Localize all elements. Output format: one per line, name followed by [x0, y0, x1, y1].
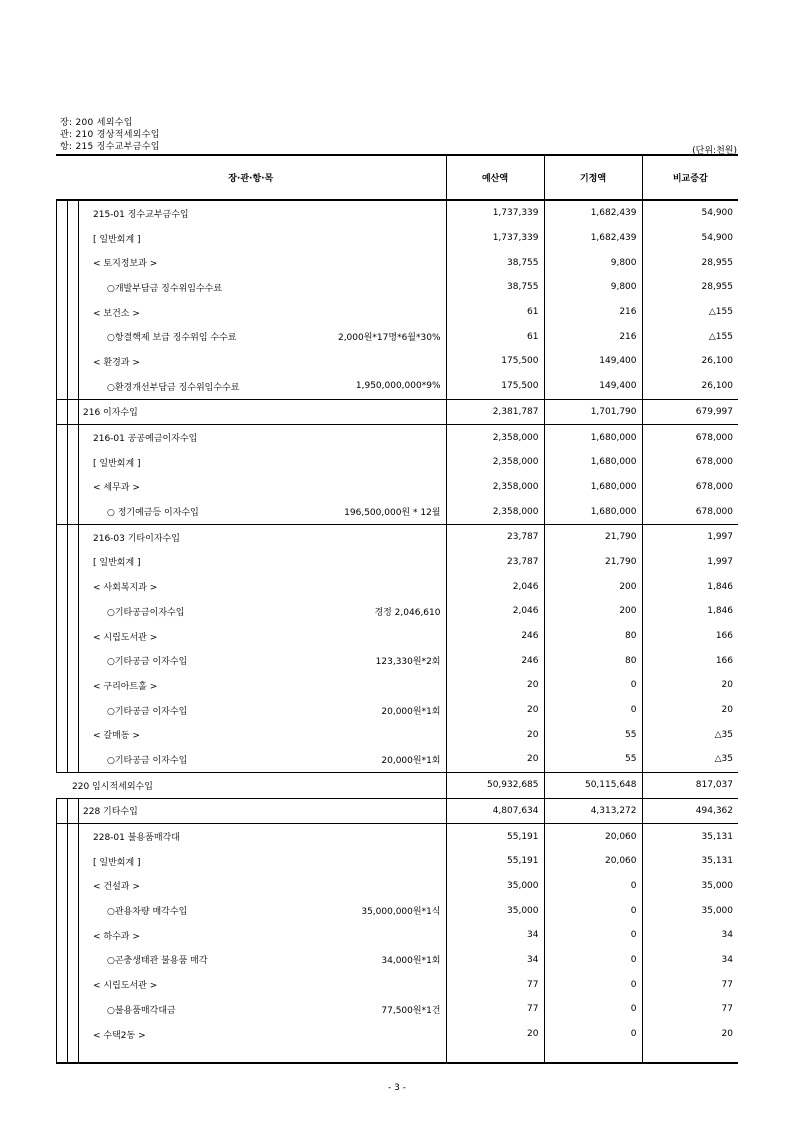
item-label: < 시립도서관 > [93, 981, 158, 992]
difference-amount: 77 [642, 972, 738, 997]
previous-amount: 50,115,648 [544, 772, 642, 798]
item-label: 216 이자수입 [83, 408, 138, 419]
col-header-previous: 기정액 [544, 155, 642, 200]
table-row [56, 648, 738, 673]
item-label: < 갈매동 > [93, 731, 140, 742]
item-label: ○불용품매각대금 [107, 1005, 176, 1016]
difference-amount: 35,131 [642, 849, 738, 874]
item-label: ○곤충생태관 불용품 매각 [107, 956, 208, 967]
item-cell [56, 1022, 446, 1047]
budget-amount: 2,046 [446, 574, 544, 599]
table-row [56, 300, 738, 325]
calc-formula: 77,500원*1건 [381, 1005, 441, 1016]
item-cell [56, 475, 446, 500]
previous-amount: 0 [544, 948, 642, 973]
item-cell [56, 599, 446, 624]
previous-amount: 1,680,000 [544, 425, 642, 450]
budget-amount: 61 [446, 300, 544, 325]
difference-amount: 35,131 [642, 824, 738, 849]
table-row [56, 574, 738, 599]
item-label: ○관용차량 매각수입 [107, 907, 188, 918]
budget-amount: 2,358,000 [446, 499, 544, 524]
calc-formula: 35,000,000원*1식 [361, 907, 441, 918]
budget-amount: 20 [446, 747, 544, 772]
table-row [56, 824, 738, 849]
previous-amount: 0 [544, 997, 642, 1022]
item-cell [56, 824, 446, 849]
item-label: 216-03 기타이자수입 [93, 533, 180, 544]
table-row [56, 1022, 738, 1047]
previous-amount: 0 [544, 1022, 642, 1047]
previous-amount: 149,400 [544, 374, 642, 399]
previous-amount: 1,680,000 [544, 475, 642, 500]
item-label: < 건설과 > [93, 882, 140, 893]
budget-amount: 38,755 [446, 250, 544, 275]
budget-amount: 2,358,000 [446, 475, 544, 500]
budget-amount: 175,500 [446, 374, 544, 399]
item-label: < 사회복지과 > [93, 583, 158, 594]
item-label: 215-01 징수교부금수입 [93, 209, 189, 220]
item-cell [56, 399, 446, 425]
difference-amount: 166 [642, 624, 738, 649]
item-label: < 환경과 > [93, 357, 140, 368]
table-row [56, 923, 738, 948]
difference-amount: 54,900 [642, 226, 738, 251]
difference-amount: 1,997 [642, 550, 738, 575]
item-label: ○기타공금 이자수입 [107, 706, 188, 717]
item-cell [56, 275, 446, 300]
budget-amount: 175,500 [446, 349, 544, 374]
col-header-budget: 예산액 [446, 155, 544, 200]
previous-amount: 1,680,000 [544, 450, 642, 475]
previous-amount: 216 [544, 300, 642, 325]
item-label: 228-01 불용품매각대 [93, 833, 180, 844]
budget-amount: 77 [446, 972, 544, 997]
difference-amount: 34 [642, 948, 738, 973]
table-row [56, 972, 738, 997]
previous-amount: 55 [544, 722, 642, 747]
budget-amount: 61 [446, 324, 544, 349]
item-cell [56, 300, 446, 325]
table-row [56, 425, 738, 450]
item-cell [56, 550, 446, 575]
table-row [56, 599, 738, 624]
item-label: 220 임시적세외수입 [72, 781, 153, 792]
table-row [56, 722, 738, 747]
item-cell [56, 1046, 446, 1063]
budget-amount: 2,358,000 [446, 425, 544, 450]
difference-amount: 20 [642, 698, 738, 723]
item-label: ○개발부담금 징수위임수수료 [107, 283, 223, 294]
item-cell [56, 898, 446, 923]
calc-formula: 20,000원*1회 [381, 755, 441, 766]
col-header-difference: 비교증감 [642, 155, 738, 200]
budget-amount: 2,381,787 [446, 399, 544, 425]
difference-amount: 1,846 [642, 599, 738, 624]
previous-amount: 200 [544, 574, 642, 599]
budget-amount: 20 [446, 722, 544, 747]
difference-amount: 494,362 [642, 798, 738, 824]
item-cell [56, 349, 446, 374]
previous-amount: 0 [544, 673, 642, 698]
difference-amount: 35,000 [642, 874, 738, 899]
item-cell [56, 425, 446, 450]
difference-amount: 1,846 [642, 574, 738, 599]
previous-amount: 1,680,000 [544, 499, 642, 524]
table-row [56, 550, 738, 575]
section-line: 관: 210 경상적세외수입 [60, 130, 160, 140]
table-row [56, 698, 738, 723]
calc-formula: 2,000원*17명*6월*30% [337, 333, 441, 344]
item-cell [56, 923, 446, 948]
budget-amount: 55,191 [446, 849, 544, 874]
table-row [56, 898, 738, 923]
item-cell [56, 648, 446, 673]
item-cell [56, 374, 446, 399]
difference-amount: 77 [642, 997, 738, 1022]
item-cell [56, 524, 446, 549]
budget-amount: 4,807,634 [446, 798, 544, 824]
amount-cell [446, 1046, 544, 1063]
difference-amount: 20 [642, 1022, 738, 1047]
difference-amount: 1,997 [642, 524, 738, 549]
previous-amount: 4,313,272 [544, 798, 642, 824]
item-cell [56, 798, 446, 824]
difference-amount: 34 [642, 923, 738, 948]
item-cell [56, 574, 446, 599]
item-label: 216-01 공공예금이자수입 [93, 434, 198, 445]
item-cell [56, 450, 446, 475]
difference-amount: 35,000 [642, 898, 738, 923]
previous-amount: 20,060 [544, 849, 642, 874]
table-row [56, 250, 738, 275]
table-row [56, 374, 738, 399]
previous-amount: 200 [544, 599, 642, 624]
previous-amount: 216 [544, 324, 642, 349]
previous-amount: 0 [544, 972, 642, 997]
budget-amount: 246 [446, 648, 544, 673]
item-cell [56, 849, 446, 874]
difference-amount: 678,000 [642, 475, 738, 500]
budget-amount: 23,787 [446, 524, 544, 549]
previous-amount: 80 [544, 624, 642, 649]
previous-amount: 20,060 [544, 824, 642, 849]
table-row [56, 226, 738, 251]
item-line: 항: 215 징수교부금수입 [60, 142, 160, 152]
item-cell [56, 997, 446, 1022]
item-cell [56, 972, 446, 997]
table-row [56, 349, 738, 374]
page-number: - 3 - [388, 1083, 406, 1093]
item-label: ○환경개선부담금 징수위임수수료 [107, 382, 240, 393]
item-cell [56, 226, 446, 251]
table-row [56, 499, 738, 524]
difference-amount: 26,100 [642, 349, 738, 374]
budget-amount: 38,755 [446, 275, 544, 300]
previous-amount: 1,682,439 [544, 226, 642, 251]
previous-amount: 149,400 [544, 349, 642, 374]
item-cell [56, 250, 446, 275]
table-row [56, 450, 738, 475]
budget-amount: 34 [446, 923, 544, 948]
item-cell [56, 874, 446, 899]
budget-amount: 246 [446, 624, 544, 649]
calc-formula: 196,500,000원 * 12월 [344, 508, 441, 519]
item-cell [56, 324, 446, 349]
budget-amount: 55,191 [446, 824, 544, 849]
budget-amount: 20 [446, 1022, 544, 1047]
difference-amount: △155 [642, 324, 738, 349]
table-row [56, 849, 738, 874]
table-row [56, 997, 738, 1022]
budget-amount: 23,787 [446, 550, 544, 575]
previous-amount: 21,790 [544, 550, 642, 575]
amount-cell [544, 1046, 642, 1063]
previous-amount: 1,682,439 [544, 200, 642, 226]
item-cell [56, 948, 446, 973]
difference-amount: △155 [642, 300, 738, 325]
table-row [56, 275, 738, 300]
item-label: ○ 정기예금등 이자수입 [107, 508, 199, 519]
difference-amount: △35 [642, 722, 738, 747]
difference-amount: 678,000 [642, 425, 738, 450]
table-row [56, 798, 738, 824]
calc-formula: 34,000원*1회 [381, 956, 441, 967]
difference-amount: 678,000 [642, 499, 738, 524]
item-label: < 토지정보과 > [93, 259, 158, 270]
previous-amount: 80 [544, 648, 642, 673]
item-label: [ 일반회계 ] [93, 857, 141, 868]
difference-amount: 20 [642, 673, 738, 698]
budget-amount: 34 [446, 948, 544, 973]
budget-table [56, 154, 738, 1064]
item-cell [56, 200, 446, 226]
item-label: [ 일반회계 ] [93, 458, 141, 469]
table-row [56, 874, 738, 899]
unit-label: (단위:천원) [692, 146, 737, 156]
item-label: ○항결핵제 보급 징수위임 수수료 [107, 333, 237, 344]
table-header-row [56, 155, 738, 200]
difference-amount: 679,997 [642, 399, 738, 425]
item-cell [56, 499, 446, 524]
table-row [56, 747, 738, 772]
item-label: < 수택2동 > [93, 1030, 146, 1041]
table-row [56, 772, 738, 798]
previous-amount: 1,701,790 [544, 399, 642, 425]
budget-amount: 35,000 [446, 898, 544, 923]
previous-amount: 0 [544, 923, 642, 948]
calc-formula: 1,950,000,000*9% [355, 381, 441, 392]
previous-amount: 0 [544, 874, 642, 899]
amount-cell [642, 1046, 738, 1063]
difference-amount: 26,100 [642, 374, 738, 399]
item-cell [56, 772, 446, 798]
calc-formula: 123,330원*2회 [375, 657, 441, 668]
col-header-category: 장·관·항·목 [56, 155, 446, 200]
difference-amount: △35 [642, 747, 738, 772]
difference-amount: 678,000 [642, 450, 738, 475]
previous-amount: 0 [544, 898, 642, 923]
budget-amount: 20 [446, 673, 544, 698]
previous-amount: 9,800 [544, 275, 642, 300]
table-row [56, 948, 738, 973]
budget-amount: 2,046 [446, 599, 544, 624]
previous-amount: 9,800 [544, 250, 642, 275]
budget-amount: 35,000 [446, 874, 544, 899]
previous-amount: 21,790 [544, 524, 642, 549]
table-row [56, 399, 738, 425]
item-label: ○기타공금 이자수입 [107, 657, 188, 668]
budget-amount: 20 [446, 698, 544, 723]
item-label: [ 일반회계 ] [93, 558, 141, 569]
table-row [56, 324, 738, 349]
table-row [56, 200, 738, 226]
table-row [56, 673, 738, 698]
difference-amount: 28,955 [642, 250, 738, 275]
difference-amount: 28,955 [642, 275, 738, 300]
difference-amount: 54,900 [642, 200, 738, 226]
table-body [56, 200, 738, 1063]
item-label: [ 일반회계 ] [93, 234, 141, 245]
budget-amount: 1,737,339 [446, 200, 544, 226]
item-label: < 시립도서관 > [93, 632, 158, 643]
item-label: 228 기타수입 [83, 807, 138, 818]
previous-amount: 55 [544, 747, 642, 772]
item-label: ○기타공금이자수입 [107, 607, 185, 618]
table-row [56, 624, 738, 649]
budget-amount: 1,737,339 [446, 226, 544, 251]
item-cell [56, 624, 446, 649]
table-row [56, 524, 738, 549]
budget-amount: 77 [446, 997, 544, 1022]
item-cell [56, 698, 446, 723]
previous-amount: 0 [544, 698, 642, 723]
item-label: < 하수과 > [93, 931, 140, 942]
item-label: < 세무과 > [93, 483, 140, 494]
table-padding-row [56, 1046, 738, 1063]
item-label: < 보건소 > [93, 308, 140, 319]
budget-amount: 50,932,685 [446, 772, 544, 798]
difference-amount: 166 [642, 648, 738, 673]
calc-formula: 20,000원*1회 [381, 706, 441, 717]
calc-formula: 경정 2,046,610 [374, 607, 441, 618]
item-cell [56, 722, 446, 747]
item-cell [56, 673, 446, 698]
item-label: < 구리아트홀 > [93, 681, 158, 692]
table-row [56, 475, 738, 500]
chapter-line: 장: 200 세외수입 [60, 118, 133, 128]
item-label: ○기타공금 이자수입 [107, 755, 188, 766]
item-cell [56, 747, 446, 772]
difference-amount: 817,037 [642, 772, 738, 798]
budget-amount: 2,358,000 [446, 450, 544, 475]
